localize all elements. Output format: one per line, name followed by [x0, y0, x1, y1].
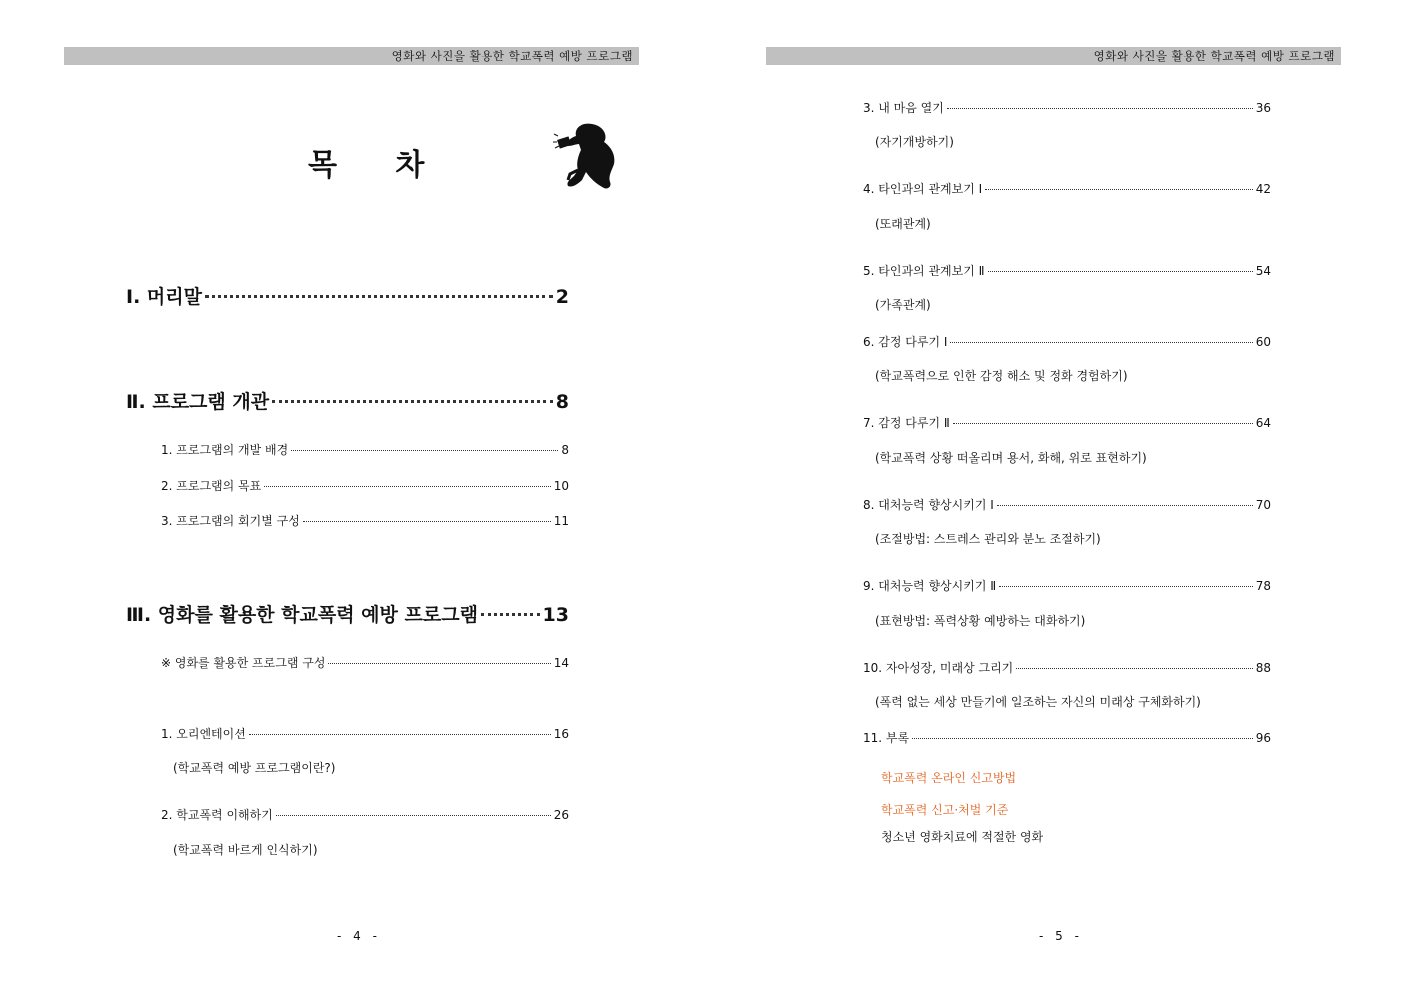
toc-subtitle: (가족관계) [875, 298, 931, 312]
toc-page: 42 [1255, 182, 1271, 196]
toc-label: 1. 프로그램의 개발 배경 [161, 443, 289, 457]
leader-dots [912, 738, 1253, 739]
toc-item[interactable] [863, 414, 1271, 431]
toc-label: Ⅲ. 영화를 활용한 학교폭력 예방 프로그램 [126, 604, 478, 626]
toc-subtitle: (학교폭력 바르게 인식하기) [173, 843, 318, 857]
toc-page: 11 [553, 514, 569, 528]
toc-page: 96 [1255, 731, 1271, 745]
toc-page: 70 [1255, 498, 1271, 512]
leader-dots [1016, 668, 1252, 669]
toc-item[interactable] [863, 333, 1271, 350]
toc-page: 10 [553, 479, 569, 493]
leader-dots [988, 271, 1253, 272]
toc-item[interactable] [161, 806, 569, 823]
toc-item[interactable] [863, 180, 1271, 197]
toc-label: 7. 감정 다루기 Ⅱ [863, 416, 950, 430]
toc-page: 16 [553, 727, 569, 741]
toc-item[interactable] [161, 654, 569, 671]
toc-item[interactable] [863, 496, 1271, 513]
leader-dots [328, 663, 550, 664]
page-number: - 4 - [337, 929, 381, 943]
toc-page: 14 [553, 656, 569, 670]
toc-subtitle: (자기개방하기) [875, 135, 954, 149]
toc-page: 60 [1255, 335, 1271, 349]
appendix-item[interactable]: 학교폭력 신고·처벌 기준 [881, 803, 1009, 817]
leader-dots [303, 521, 551, 522]
toc-subtitle: (학교폭력 상황 떠올리며 용서, 화해, 위로 표현하기) [875, 451, 1147, 465]
toc-section[interactable] [126, 282, 569, 309]
leader-dots [999, 586, 1253, 587]
leader-dots [291, 450, 558, 451]
toc-label: I. 머리말 [126, 286, 202, 308]
toc-label: ※ 영화를 활용한 프로그램 구성 [161, 656, 326, 670]
toc-label: 3. 프로그램의 회기별 구성 [161, 514, 300, 528]
leader-dots [950, 342, 1252, 343]
toc-section[interactable] [126, 387, 569, 414]
toc-item[interactable] [863, 659, 1271, 676]
right-page-header [766, 47, 1341, 65]
leader-dots [272, 400, 553, 403]
leader-dots [205, 295, 553, 298]
toc-subtitle: (조절방법: 스트레스 관리와 분노 조절하기) [875, 532, 1101, 546]
toc-label: 9. 대처능력 향상시키기 Ⅱ [863, 579, 997, 593]
leader-dots [264, 486, 550, 487]
toc-label: 2. 프로그램의 목표 [161, 479, 262, 493]
toc-page: 78 [1255, 579, 1271, 593]
toc-label: 1. 오리엔테이션 [161, 727, 246, 741]
toc-page: 13 [542, 604, 569, 626]
toc-item[interactable] [863, 262, 1271, 279]
leader-dots [249, 734, 551, 735]
header-title: 영화와 사진을 활용한 학교폭력 예방 프로그램 [391, 49, 633, 63]
toc-label: 10. 자아성장, 미래상 그리기 [863, 661, 1014, 675]
toc-page: 64 [1255, 416, 1271, 430]
toc-label: 8. 대처능력 향상시키기 Ⅰ [863, 498, 994, 512]
toc-label: 2. 학교폭력 이해하기 [161, 808, 273, 822]
toc-item[interactable] [863, 577, 1271, 594]
header-title: 영화와 사진을 활용한 학교폭력 예방 프로그램 [1093, 49, 1335, 63]
toc-item[interactable] [863, 99, 1271, 116]
toc-section[interactable] [126, 600, 569, 627]
appendix-item[interactable]: 학교폭력 온라인 신고방법 [881, 771, 1017, 785]
leader-dots [276, 815, 551, 816]
toc-label: 4. 타인과의 관계보기 Ⅰ [863, 182, 983, 196]
reading-figure-icon [552, 120, 618, 196]
toc-label: 6. 감정 다루기 Ⅰ [863, 335, 948, 349]
leader-dots [481, 613, 540, 616]
toc-label: 5. 타인과의 관계보기 Ⅱ [863, 264, 985, 278]
leader-dots [997, 505, 1253, 506]
leader-dots [947, 108, 1253, 109]
leader-dots [953, 423, 1253, 424]
toc-page: 8 [555, 391, 569, 413]
leader-dots [985, 189, 1253, 190]
left-page-header [64, 47, 639, 65]
toc-page: 36 [1255, 101, 1271, 115]
toc-subtitle: (학교폭력 예방 프로그램이란?) [173, 761, 336, 775]
toc-item[interactable] [161, 512, 569, 529]
toc-page: 8 [561, 443, 569, 457]
toc-subtitle: (또래관계) [875, 217, 931, 231]
page-number: - 5 - [1039, 929, 1083, 943]
toc-page: 88 [1255, 661, 1271, 675]
toc-page: 26 [553, 808, 569, 822]
toc-item[interactable] [161, 477, 569, 494]
toc-item[interactable] [863, 729, 1271, 746]
toc-subtitle: (표현방법: 폭력상황 예방하는 대화하기) [875, 614, 1086, 628]
toc-subtitle: (폭력 없는 세상 만들기에 일조하는 자신의 미래상 구체화하기) [875, 695, 1201, 709]
toc-item[interactable] [161, 441, 569, 458]
toc-page: 54 [1255, 264, 1271, 278]
page-title: 목 차 [308, 148, 449, 183]
toc-label: 11. 부록 [863, 731, 910, 745]
toc-label: 3. 내 마음 열기 [863, 101, 944, 115]
appendix-item[interactable]: 청소년 영화치료에 적절한 영화 [881, 830, 1044, 844]
toc-subtitle: (학교폭력으로 인한 감정 해소 및 정화 경험하기) [875, 369, 1128, 383]
toc-label: Ⅱ. 프로그램 개관 [126, 391, 270, 413]
toc-item[interactable] [161, 725, 569, 742]
toc-page: 2 [555, 286, 569, 308]
